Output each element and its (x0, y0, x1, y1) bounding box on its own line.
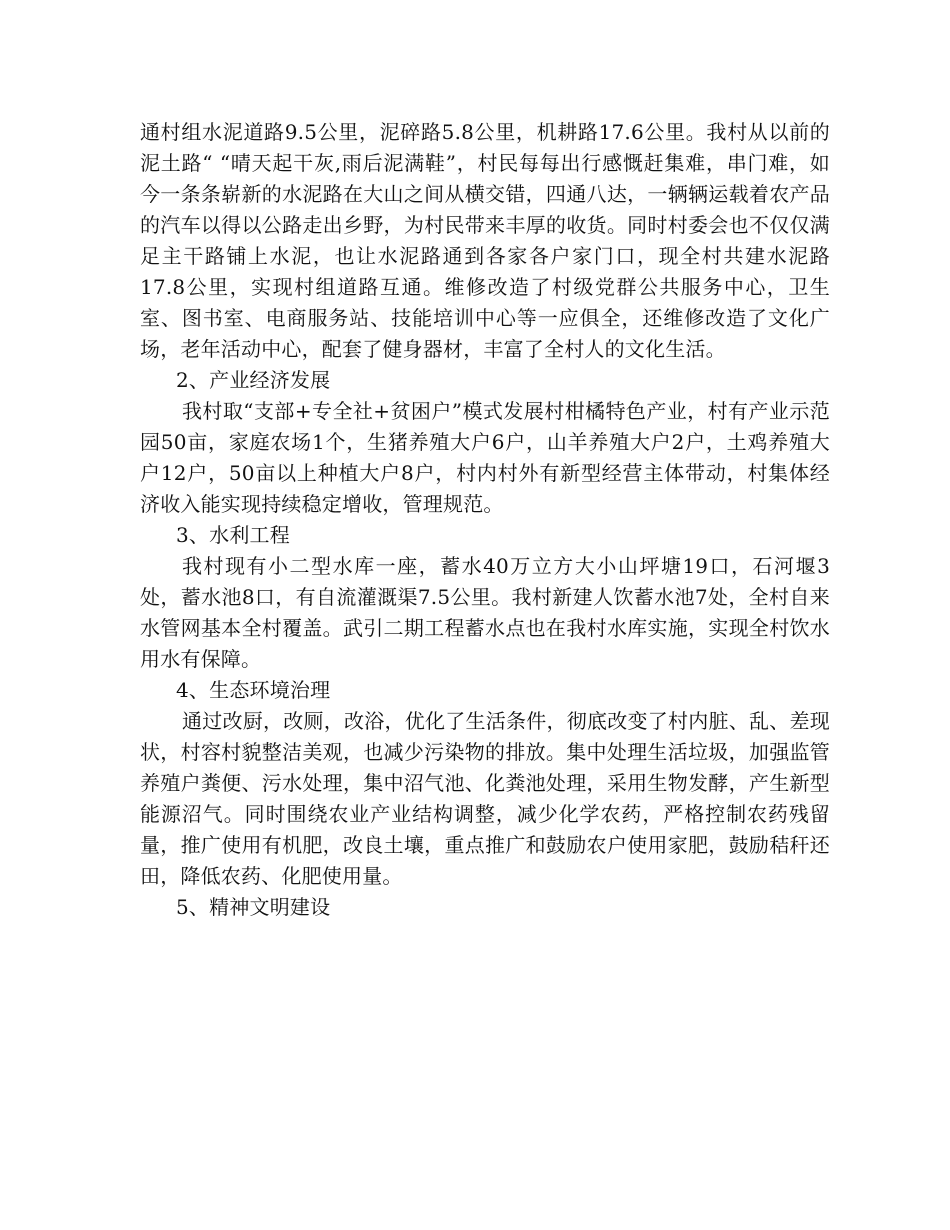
document-body (140, 117, 830, 923)
heading-industry-economy: 2、产业经济发展 (176, 368, 331, 392)
paragraph-industry-economy: 我村取“支部+专全社+贫困户”模式发展村柑橘特色产业，村有产业示范园50亩，家庭农场1个，生猪养殖大户6户，山羊养殖大户2户，土鸡养殖大户12户，50亩以上种植大户8户，村内村外有新型经营主体带动，村集体经济收入能实现持续稳定增收，管理规范。 (140, 399, 830, 516)
paragraph-roads-infrastructure: 通村组水泥道路9.5公里，泥碎路5.8公里，机耕路17.6公里。我村从以前的泥土路“ “晴天起干灰,雨后泥满鞋”，村民每每出行感慨赶集难，串门难，如今一条条崭新的水泥路在大山之间从横交错，四通八达，一辆辆运载着农产品的汽车以得以公路走出乡野，为村民带来丰厚的收货。同时村委会也不仅仅满足主干路铺上水泥，也让水泥路通到各家各户家门口，现全村共建水泥路17.8公里，实现村组道路互通。维修改造了村级党群公共服务中心，卫生室、图书室、电商服务站、技能培训中心等一应俱全，还维修改造了文化广场，老年活动中心，配套了健身器材，丰富了全村人的文化生活。 (140, 120, 830, 361)
heading-spiritual-civilization: 5、精神文明建设 (176, 895, 331, 919)
paragraph-ecological-environment: 通过改厨，改厕，改浴，优化了生活条件，彻底改变了村内脏、乱、差现状，村容村貌整洁美观，也减少污染物的排放。集中处理生活垃圾，加强监管养殖户粪便、污水处理，集中沼气池、化粪池处理，采用生物发酵，产生新型能源沼气。同时围绕农业产业结构调整，减少化学农药，严格控制农药残留量，推广使用有机肥，改良土壤，重点推广和鼓励农户使用家肥，鼓励秸秆还田，降低农药、化肥使用量。 (140, 709, 830, 888)
paragraph-water-conservancy: 我村现有小二型水库一座，蓄水40万立方大小山坪塘19口，石河堰3处，蓄水池8口，有自流灌溉渠7.5公里。我村新建人饮蓄水池7处，全村自来水管网基本全村覆盖。武引二期工程蓄水点也在我村水库实施，实现全村饮水用水有保障。 (140, 554, 830, 671)
heading-water-conservancy: 3、水利工程 (176, 523, 290, 547)
heading-ecological-environment: 4、生态环境治理 (176, 678, 331, 702)
